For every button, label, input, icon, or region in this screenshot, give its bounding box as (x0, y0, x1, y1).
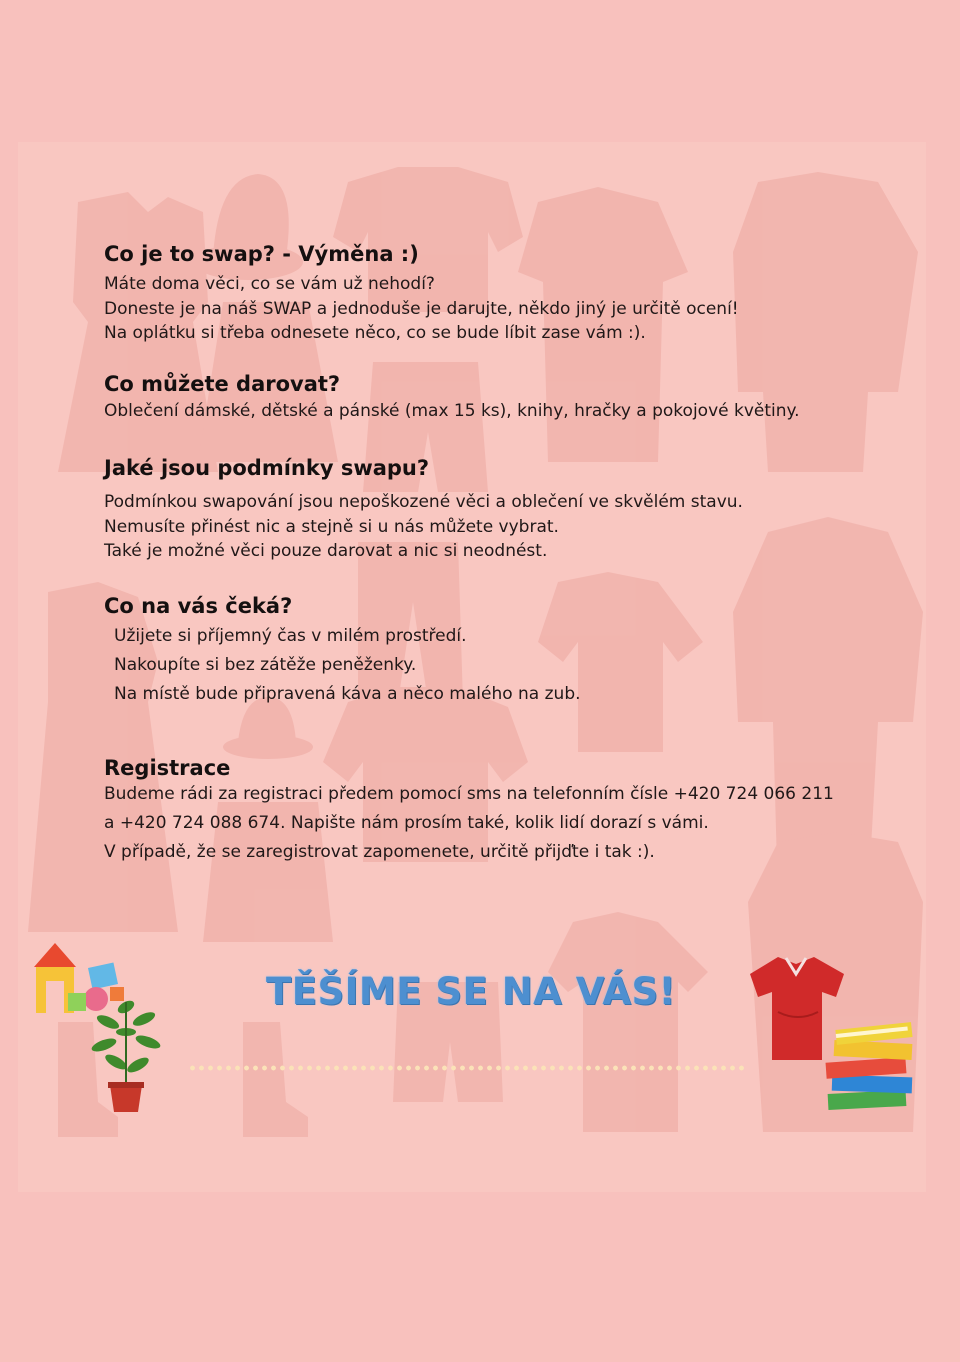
paragraph-what-to-donate (104, 399, 800, 424)
heading-what-awaits: Co na vás čeká? (104, 594, 293, 618)
heading-what-to-donate: Co můžete darovat? (104, 372, 341, 396)
paragraph-what-is-swap (104, 272, 739, 346)
poster-panel (18, 142, 926, 1192)
heading-conditions: Jaké jsou podmínky swapu? (104, 456, 430, 480)
text-line: Na oplátku si třeba odnesete něco, co se bude líbit zase vám :). (104, 323, 646, 343)
dotted-divider (188, 1064, 748, 1072)
text-line: Oblečení dámské, dětské a pánské (max 15 ks), knihy, hračky a pokojové květiny. (104, 401, 800, 421)
text-line: Nemusíte přinést nic a stejně si u nás můžete vybrat. (104, 516, 559, 537)
paragraph-conditions (104, 490, 743, 564)
text-line: Budeme rádi za registraci předem pomocí sms na telefonním čísle +420 724 066 211 (104, 784, 834, 804)
paragraph-what-awaits (114, 622, 581, 709)
text-line: Máte doma věci, co se vám už nehodí? (104, 274, 435, 294)
slogan: TĚŠÍME SE NA VÁS! (266, 970, 676, 1013)
text-line: Nakoupíte si bez zátěže peněženky. (114, 655, 417, 675)
text-line: a +420 724 088 674. Napište nám prosím také, kolik lidí dorazí s vámi. (104, 813, 709, 833)
text-line: V případě, že se zaregistrovat zapomenete, určitě přijďte i tak :). (104, 842, 655, 862)
text-line: Na místě bude připravená káva a něco malého na zub. (114, 684, 581, 704)
potted-plant-icon (86, 987, 166, 1117)
heading-registration: Registrace (104, 756, 231, 780)
text-line: Doneste je na náš SWAP a jednoduše je darujte, někdo jiný je určitě ocení! (104, 298, 739, 319)
paragraph-registration (104, 780, 834, 867)
heading-what-is-swap: Co je to swap? - Výměna :) (104, 242, 419, 266)
text-line: Také je možné věci pouze darovat a nic si neodnést. (104, 541, 548, 561)
text-line: Užijete si příjemný čas v milém prostředí. (114, 626, 467, 646)
content (18, 142, 926, 1192)
book-stack-icon (822, 1014, 922, 1119)
text-line: Podmínkou swapování jsou nepoškozené věci a oblečení ve skvělém stavu. (104, 492, 743, 512)
